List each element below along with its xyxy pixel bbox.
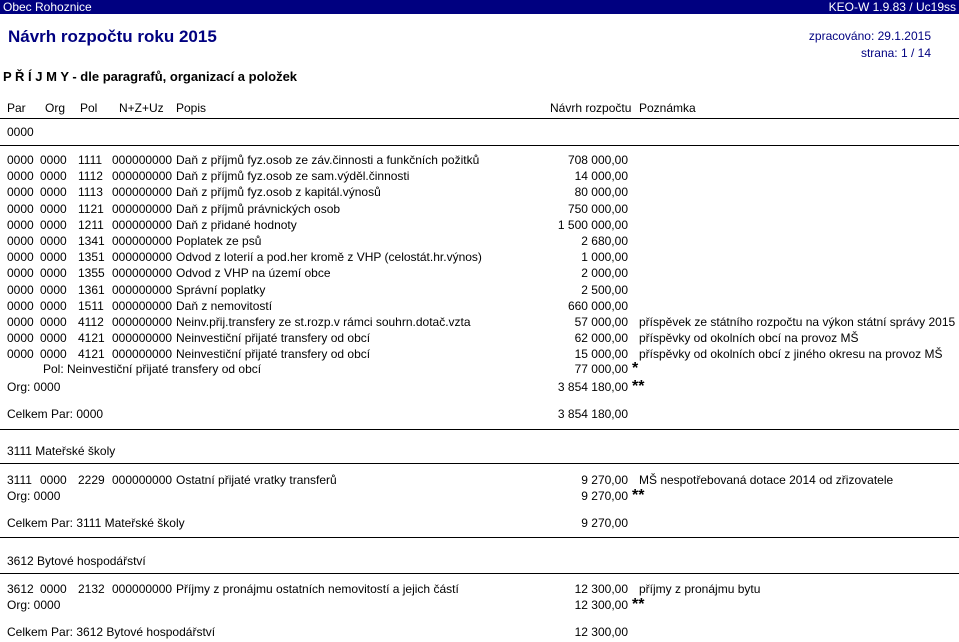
processed-date: zpracováno: 29.1.2015 [808,29,931,43]
cell-par: 0000 [7,234,34,248]
cell-org: 0000 [40,266,67,281]
table-row [0,265,959,281]
total-amount: 3 854 180,00 [557,407,628,421]
col-note: Poznámka [639,101,696,115]
section-heading [0,124,959,140]
cell-par: 0000 [7,315,34,329]
divider [0,463,959,464]
cell-popis: Daň z nemovitostí [176,298,273,313]
version-label: KEO-W 1.9.83 / Uc19ss [828,0,956,14]
cell-nz: 000000000 [112,169,173,184]
cell-nz: 000000000 [112,153,173,167]
cell-pol: 1361 [78,282,105,297]
col-nz: N+Z+Uz [119,101,164,115]
table-row [0,581,959,597]
cell-popis: Neinvestiční přijaté transfery od obcí [176,347,371,362]
cell-par: 0000 [7,282,34,297]
cell-pol: 1211 [78,217,104,232]
cell-org: 0000 [40,217,67,232]
cell-pol: 1511 [78,298,104,313]
cell-pol: 2229 [78,473,105,487]
table-row [0,314,959,330]
cell-pol: 4121 [78,331,105,346]
cell-amount: 14 000,00 [574,169,628,184]
total-amount: 9 270,00 [581,516,628,530]
cell-org: 0000 [40,347,67,362]
table-row [0,184,959,200]
cell-par: 0000 [7,217,34,232]
summary-amount: 9 270,00 [581,489,628,503]
summary-star: ** [632,596,645,613]
cell-org: 0000 [40,473,67,487]
report-subtitle: P Ř Í J M Y - dle paragrafů, organizací a položek [3,69,298,84]
col-amount: Návrh rozpočtu [550,101,632,115]
cell-nz: 000000000 [112,201,173,216]
cell-org: 0000 [40,315,67,329]
section-title: 3111 Mateřské školy [7,444,116,458]
section-title: 0000 [7,125,34,139]
cell-amount: 12 300,00 [574,582,628,596]
cell-pol: 1112 [78,169,103,184]
org-summary [0,379,959,395]
cell-pol: 1111 [78,153,103,167]
cell-popis: Daň z příjmů právnických osob [176,201,341,216]
cell-amount: 2 000,00 [581,266,628,281]
section-total [0,406,959,422]
cell-par: 0000 [7,298,34,313]
cell-nz: 000000000 [112,582,173,596]
cell-note: MŠ nespotřebovaná dotace 2014 od zřizovatele [639,473,894,487]
cell-pol: 1355 [78,266,105,281]
total-label: Celkem Par: 3111 Mateřské školy [7,516,185,530]
cell-popis: Daň z přidané hodnoty [176,217,297,232]
cell-amount: 2 680,00 [581,234,628,248]
cell-par: 0000 [7,169,34,184]
table-row [0,249,959,265]
divider [0,537,959,538]
cell-nz: 000000000 [112,347,173,362]
section-total [0,515,959,531]
cell-note: příjmy z pronájmu bytu [639,582,761,596]
cell-popis: Příjmy z pronájmu ostatních nemovitostí a jejich částí [176,582,459,596]
divider [0,118,959,119]
table-row [0,282,959,298]
cell-amount: 1 500 000,00 [557,217,628,232]
cell-par: 0000 [7,201,34,216]
cell-pol: 1121 [78,201,104,216]
cell-pol: 4112 [78,315,104,329]
cell-nz: 000000000 [112,315,173,329]
cell-nz: 000000000 [112,266,173,281]
cell-amount: 57 000,00 [574,315,628,329]
divider [0,145,959,146]
table-row [0,346,959,362]
cell-popis: Neinv.přij.transfery ze st.rozp.v rámci souhrn.dotač.vzta [176,315,471,329]
total-label: Celkem Par: 3612 Bytové hospodářství [7,625,216,639]
section-heading [0,443,959,459]
cell-org: 0000 [40,282,67,297]
table-row [0,168,959,184]
cell-org: 0000 [40,185,67,200]
cell-nz: 000000000 [112,185,173,200]
cell-amount: 708 000,00 [567,153,628,167]
cell-popis: Odvod z loterií a pod.her kromě z VHP (celostát.hr.výnos) [176,250,482,265]
org-summary [0,597,959,613]
cell-pol: 1351 [78,250,105,265]
org-summary [0,488,959,504]
col-popis: Popis [176,101,207,115]
cell-nz: 000000000 [112,217,173,232]
section-heading [0,553,959,569]
cell-par: 0000 [7,153,34,167]
summary-amount: 77 000,00 [574,362,628,376]
summary-label: Org: 0000 [7,380,61,394]
table-row [0,298,959,314]
cell-org: 0000 [40,250,67,265]
table-row [0,233,959,249]
col-org: Org [45,101,66,115]
total-label: Celkem Par: 0000 [7,407,104,421]
page-title: Návrh rozpočtu roku 2015 [8,27,217,46]
section-total [0,624,959,640]
cell-nz: 000000000 [112,234,173,248]
divider [0,573,959,574]
cell-pol: 2132 [78,582,105,596]
cell-nz: 000000000 [112,298,173,313]
cell-par: 0000 [7,250,34,265]
cell-amount: 1 000,00 [581,250,628,265]
report-meta [809,28,931,62]
cell-note: příspěvky od okolních obcí z jiného okresu na provoz MŠ [639,347,943,362]
cell-org: 0000 [40,169,67,184]
cell-note: příspěvek ze státního rozpočtu na výkon státní správy 2015 [639,315,956,329]
cell-org: 0000 [40,201,67,216]
top-bar [0,0,959,14]
table-row [0,201,959,217]
cell-nz: 000000000 [112,473,173,487]
cell-org: 0000 [40,582,67,596]
cell-amount: 62 000,00 [574,331,628,346]
table-row [0,152,959,168]
cell-par: 3612 [7,582,34,596]
cell-par: 3111 [7,473,32,487]
cell-par: 0000 [7,331,34,346]
cell-pol: 4121 [78,347,105,362]
col-pol: Pol [80,101,98,115]
cell-par: 0000 [7,266,34,281]
cell-note: příspěvky od okolních obcí na provoz MŠ [639,331,859,346]
cell-amount: 2 500,00 [581,282,628,297]
cell-popis: Daň z příjmů fyz.osob z kapitál.výnosů [176,185,381,200]
col-par: Par [7,101,26,115]
summary-star: ** [632,378,645,395]
cell-amount: 15 000,00 [574,347,628,362]
page-number: strana: 1 / 14 [860,46,931,60]
cell-amount: 660 000,00 [567,298,628,313]
cell-amount: 9 270,00 [581,473,628,487]
summary-label: Org: 0000 [7,598,61,612]
cell-nz: 000000000 [112,282,173,297]
org-name: Obec Rohoznice [3,0,92,14]
summary-star: * [632,360,639,377]
table-row [0,472,959,488]
cell-org: 0000 [40,298,67,313]
cell-nz: 000000000 [112,331,173,346]
cell-popis: Daň z příjmů fyz.osob ze záv.činnosti a funkčních požitků [176,153,480,167]
cell-popis: Správní poplatky [176,282,266,297]
cell-nz: 000000000 [112,250,173,265]
summary-star: ** [632,487,645,504]
cell-org: 0000 [40,331,67,346]
summary-amount: 3 854 180,00 [557,380,628,394]
cell-par: 0000 [7,185,34,200]
pol-summary [0,361,959,377]
cell-org: 0000 [40,234,67,248]
summary-label: Pol: Neinvestiční přijaté transfery od obcí [43,362,262,376]
cell-pol: 1341 [78,234,105,248]
cell-popis: Neinvestiční přijaté transfery od obcí [176,331,371,346]
summary-label: Org: 0000 [7,489,61,503]
divider [0,429,959,430]
table-row [0,330,959,346]
cell-popis: Daň z příjmů fyz.osob ze sam.výděl.činnosti [176,169,410,184]
cell-par: 0000 [7,347,34,362]
cell-pol: 1113 [78,185,103,200]
summary-amount: 12 300,00 [574,598,628,612]
cell-popis: Odvod z VHP na území obce [176,266,331,281]
section-title: 3612 Bytové hospodářství [7,554,146,568]
total-amount: 12 300,00 [574,625,628,639]
table-row [0,217,959,233]
cell-popis: Poplatek ze psů [176,234,262,248]
cell-amount: 750 000,00 [567,201,628,216]
cell-amount: 80 000,00 [574,185,628,200]
cell-org: 0000 [40,153,67,167]
cell-popis: Ostatní přijaté vratky transferů [176,473,337,487]
